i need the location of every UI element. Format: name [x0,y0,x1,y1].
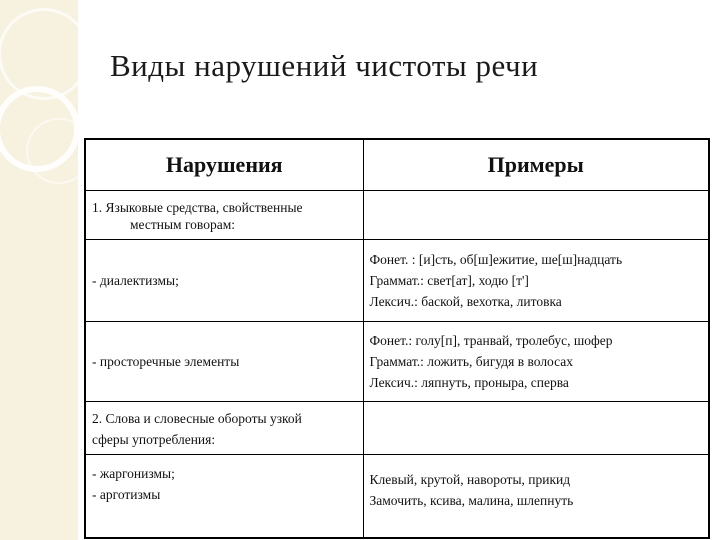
argot-label: - арготизмы [92,487,161,502]
table-row [85,240,709,322]
vernacular-example-lexical: Лексич.: ляпнуть, проныра, сперва [369,375,569,390]
header-row [85,139,709,191]
group1-heading: 1. Языковые средства, свойственные [92,200,303,215]
group2-heading: 2. Слова и словесные обороты узкой [92,411,302,426]
jargon-label-cell [85,455,363,538]
vernacular-label-cell [85,322,363,402]
dialect-label: - диалектизмы; [92,273,179,288]
table-row [85,322,709,402]
empty-cell [363,402,709,455]
jargon-label: - жаргонизмы; [92,466,175,481]
vernacular-example-phonetic: Фонет.: голу[п], транвай, тролебус, шофер [369,333,613,348]
header-violations: Нарушения [85,139,363,191]
argot-examples: Замочить, ксива, малина, шлепнуть [369,493,574,508]
empty-cell [363,191,709,240]
dialect-examples-cell [363,240,709,322]
jargon-examples: Клевый, крутой, навороты, прикид [369,472,571,487]
dialect-example-lexical: Лексич.: баской, вехотка, литовка [369,294,562,309]
dialect-example-grammar: Граммат.: свет[ат], ходю [т'] [369,273,529,288]
group2-heading-cont: сферы употребления: [92,432,216,447]
vernacular-examples-cell [363,322,709,402]
violations-table [84,138,710,539]
table-row [85,455,709,538]
vernacular-example-grammar: Граммат.: ложить, бигудя в волосах [369,354,574,369]
group1-heading-cont: местным говорам: [130,217,235,232]
header-examples: Примеры [363,139,709,191]
jargon-examples-cell [363,455,709,538]
group2-cell [85,402,363,455]
dialect-example-phonetic: Фонет. : [и]сть, об[ш]ежитие, ше[ш]надцать [369,252,623,267]
table-row [85,191,709,240]
table-row [85,402,709,455]
dialect-label-cell [85,240,363,322]
vernacular-label: - просторечные элементы [92,354,240,369]
decorative-circle [26,118,92,184]
slide-title: Виды нарушений чистоты речи [110,48,539,83]
decorative-side-band [0,0,78,540]
group1-cell [85,191,363,240]
